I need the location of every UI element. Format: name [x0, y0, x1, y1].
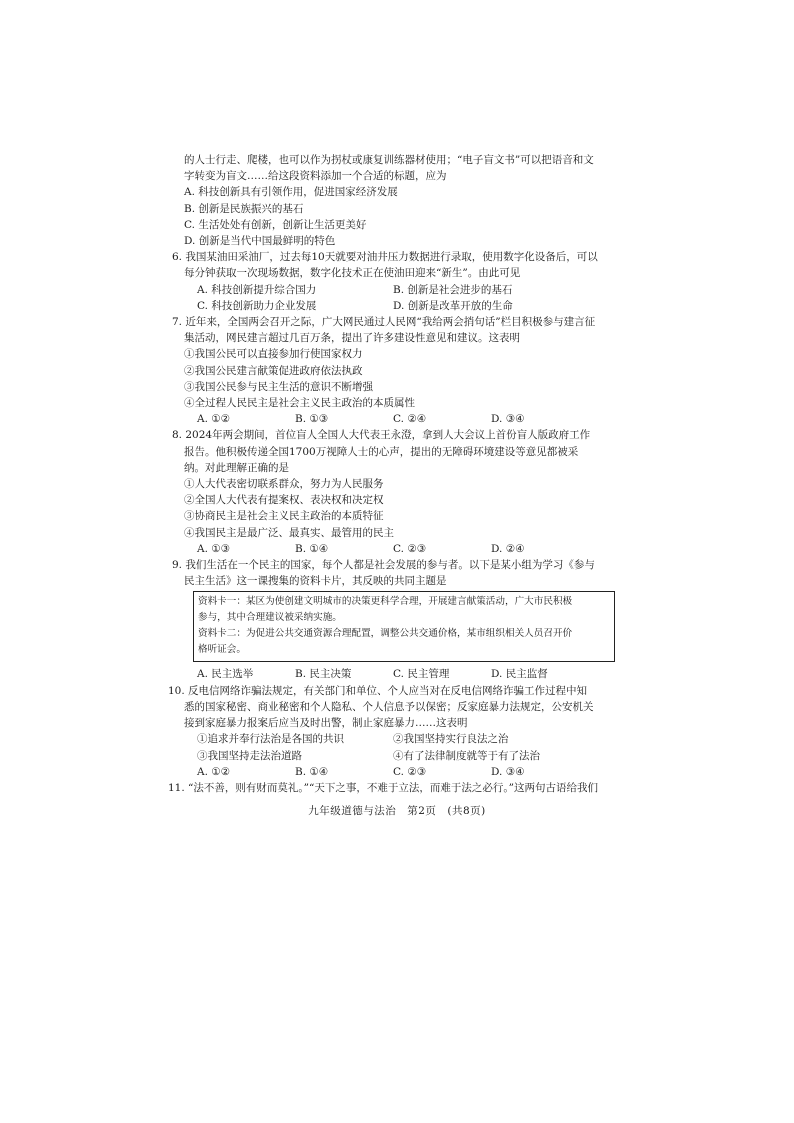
question-7 [172, 314, 614, 427]
answer-option: A. 科技创新具有引领作用，促进国家经济发展 [184, 186, 398, 199]
statement: ①追求并奉行法治是各国的共识 [197, 733, 344, 746]
answer-option: A. ①② [197, 765, 231, 778]
answer-option: C. ②③ [393, 542, 427, 555]
answer-option: A. ①② [197, 413, 231, 426]
answer-option: C. ②④ [393, 413, 427, 426]
question-text-line: 每分钟获取一次现场数据，数字化技术正在使油田迎来“新生”。由此可见 [184, 267, 521, 280]
card-text-line: 资料卡一：某区为使创建文明城市的决策更科学合理，开展建言献策活动，广大市民积极 [198, 596, 573, 608]
answer-option: D. 创新是当代中国最鲜明的特色 [184, 235, 336, 248]
question-text-line: 集活动，网民建言超过几百万条，提出了许多建设性意见和建议。这表明 [184, 332, 520, 345]
option-row [184, 298, 614, 314]
answer-option: B. ①④ [295, 765, 329, 778]
statement: ②全国人大代表有提案权、表决权和决定权 [184, 494, 384, 507]
resource-card-box [193, 591, 615, 662]
answer-option: B. 创新是民族振兴的基石 [184, 202, 304, 215]
card-text-line: 资料卡二：为促进公共交通资源合理配置，调整公共交通价格，某市组织相关人员召开价 [198, 628, 573, 640]
option-row [184, 666, 614, 682]
question-text-line: 的人士行走、爬楼，也可以作为拐杖或康复训练器材使用；“电子盲文书”可以把语音和文 [184, 154, 594, 166]
answer-option: D. 创新是改革开放的生命 [393, 299, 513, 312]
question-text-line: 报告。他积极传递全国1700万视障人士的心声，提出的无障碍环境建设等意见都被采 [184, 445, 579, 458]
question-text-line: 7. 近年来，全国两会召开之际，广大网民通过人民网“我给两会捎句话”栏目积极参与建言征 [172, 316, 596, 329]
statement: ①我国公民可以直接参加行使国家权力 [184, 348, 363, 361]
statement: ③我国公民参与民主生活的意识不断增强 [184, 380, 373, 393]
card-text-line: 参与，其中合理建议被采纳实施。 [198, 612, 342, 624]
answer-option: B. ①④ [295, 542, 329, 555]
statement: ④全过程人民民主是社会主义民主政治的本质属性 [184, 397, 415, 410]
answer-option: B. ①③ [295, 413, 329, 426]
question-text-line: 9. 我们生活在一个民主的国家，每个人都是社会发展的参与者。以下是某小组为学习《参与 [172, 559, 595, 572]
answer-option: D. ③④ [491, 413, 525, 426]
page-footer: 九年级道德与法治 第2页 (共8页) [308, 805, 486, 817]
question-text-line: 接到家庭暴力报案后应当及时出警，制止家庭暴力……这表明 [184, 717, 468, 730]
question-text-line: 悉的国家秘密、商业秘密和个人隐私、个人信息予以保密；反家庭暴力法规定，公安机关 [184, 700, 594, 713]
statement: ④我国民主是最广泛、最真实、最管用的民主 [184, 526, 394, 539]
question-9 [172, 557, 614, 683]
statement: ③我国坚持走法治道路 [197, 749, 302, 762]
statement-row [184, 731, 614, 747]
statement: ②我国坚持实行良法之治 [393, 733, 509, 746]
question-5-tail [184, 152, 614, 249]
option-row [184, 411, 614, 427]
question-text-line: 11. “法不善，则有财而莫礼。”“天下之事，不难于立法，而难于法之必行。”这两句古语给我们 [168, 781, 599, 794]
question-text-line: 10. 反电信网络诈骗法规定，有关部门和单位、个人应当对在反电信网络诈骗工作过程中知 [168, 684, 588, 697]
answer-option: C. ②③ [393, 765, 427, 778]
answer-option: A. 科技创新提升综合国力 [197, 283, 317, 296]
card-text-line: 格听证会。 [198, 644, 246, 656]
answer-option: D. ②④ [491, 542, 525, 555]
question-6 [172, 249, 614, 314]
question-text-line: 6. 我国某油田采油厂，过去每10天就要对油井压力数据进行录取，使用数字化设备后，可以 [172, 251, 598, 264]
question-text-line: 字转变为盲文……给这段资料添加一个合适的标题，应为 [184, 170, 447, 183]
answer-option: D. ③④ [491, 765, 525, 778]
question-text-line: 8. 2024年两会期间，首位盲人全国人大代表王永澄，拿到人大会议上首份盲人版政府工作 [172, 429, 591, 442]
page-content [168, 152, 614, 796]
statement: ④有了法律制度就等于有了法治 [393, 749, 540, 762]
statement: ③协商民主是社会主义民主政治的本质特征 [184, 510, 384, 523]
answer-option: D. 民主监督 [491, 668, 548, 681]
statement: ①人大代表密切联系群众，努力为人民服务 [184, 478, 384, 491]
answer-option: A. ①③ [197, 542, 231, 555]
option-row [184, 282, 614, 298]
question-8 [172, 427, 614, 557]
option-row [184, 541, 614, 557]
statement: ②我国公民建言献策促进政府依法执政 [184, 364, 363, 377]
answer-option: C. 生活处处有创新，创新让生活更美好 [184, 218, 367, 231]
question-text-line: 民主生活》这一课搜集的资料卡片，其反映的共同主题是 [184, 575, 447, 588]
answer-option: B. 创新是社会进步的基石 [393, 283, 513, 296]
question-10 [168, 683, 614, 780]
answer-option: B. 民主决策 [295, 668, 352, 681]
question-text-line: 纳。对此理解正确的是 [184, 461, 289, 474]
answer-option: A. 民主选举 [197, 668, 254, 681]
answer-option: C. 科技创新助力企业发展 [197, 299, 317, 312]
option-row [184, 764, 614, 780]
statement-row [184, 748, 614, 764]
question-11 [168, 780, 614, 796]
answer-option: C. 民主管理 [393, 668, 450, 681]
